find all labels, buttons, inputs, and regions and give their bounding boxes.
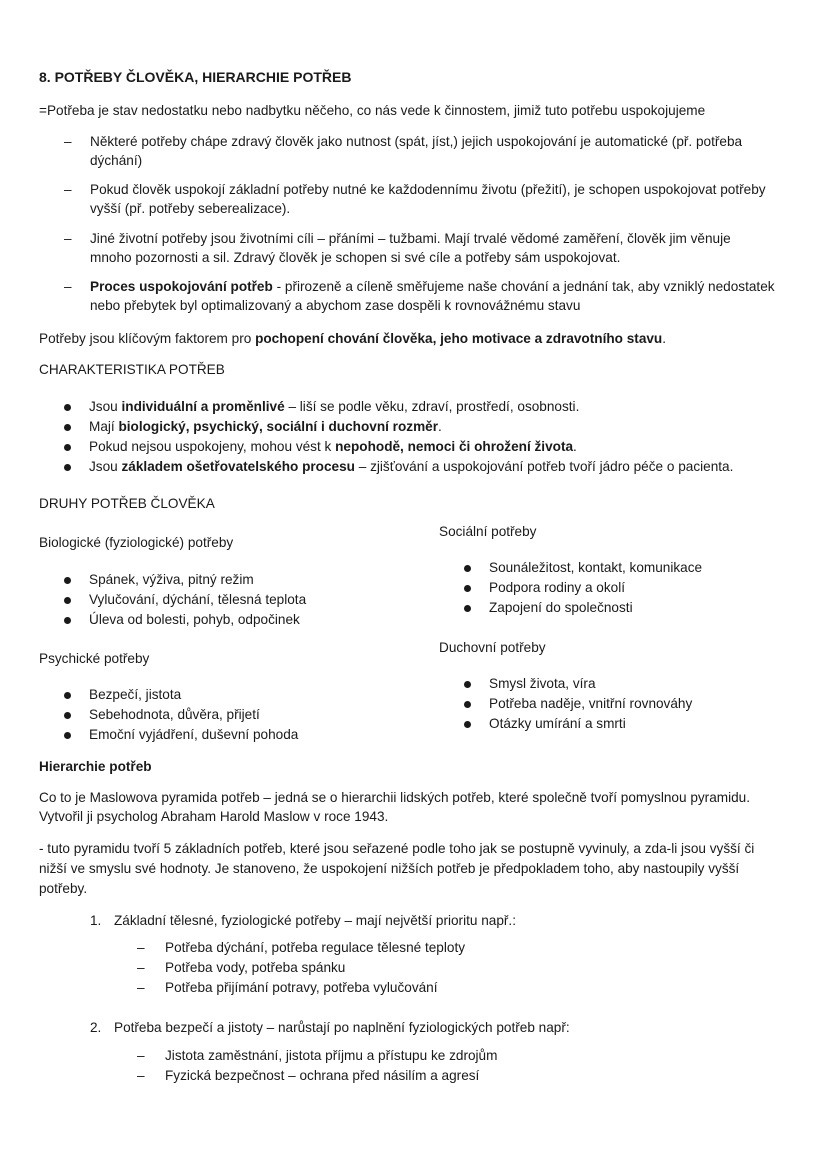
text-segment: Otázky umírání a smrti: [489, 716, 626, 731]
text-segment: Potřeba bezpečí a jistoty – narůstají po naplnění fyziologických potřeb např:: [114, 1020, 570, 1035]
hierarchy-heading: Hierarchie potřeb: [39, 759, 152, 774]
text-segment: Potřeba: [46, 103, 95, 118]
bullet-icon: [64, 577, 71, 584]
bullet-icon: [464, 585, 471, 592]
text-segment: Potřeba přijímání potravy, potřeba vylučování: [165, 980, 438, 995]
text-segment: Potřeba dýchání, potřeba regulace tělesné teploty: [165, 940, 466, 955]
maslow-description-line: - tuto pyramidu tvoří 5 základních potřeb, které jsou seřazené podle toho jak se postupně vyvinuly, a zda-li jsou vyšší či: [39, 841, 755, 856]
social-heading: Sociální potřeby: [439, 524, 537, 539]
dash-mark: –: [137, 1068, 145, 1083]
dash-mark: –: [64, 134, 72, 149]
text-segment: pochopení chování člověka, jeho motivace a zdravotního stavu: [255, 331, 663, 346]
text-segment: – zjišťování a uspokojování potřeb tvoří jádro péče o pacienta.: [354, 459, 734, 474]
text-segment: biologický, psychický, sociální i duchovní rozměr: [118, 419, 439, 434]
text-segment: Jsou: [89, 399, 122, 414]
biological-heading: Biologické (fyziologické) potřeby: [39, 535, 234, 550]
bullet-icon: [464, 681, 471, 688]
maslow-paragraph-line: Co to je Maslowova pyramida potřeb – jedná se o hierarchii lidských potřeb, které společně tvoří pomyslnou pyramidu.: [39, 790, 751, 805]
text-segment: .: [573, 439, 577, 454]
text-segment: Bezpečí, jistota: [89, 687, 182, 702]
bullet-icon: [64, 404, 71, 411]
text-segment: - přirozeně a cíleně směřujeme naše chování a jednání tak, aby vzniklý nedostatek: [272, 279, 775, 294]
text-segment: vyšší (př. potřeby seberealizace).: [90, 201, 291, 216]
text-segment: =: [39, 103, 47, 118]
bullet-icon: [64, 424, 71, 431]
bullet-icon: [64, 732, 71, 739]
text-segment: Některé potřeby chápe zdravý člověk jako nutnost (spát, jíst,) jejich uspokojování je automatické (př. potřeba: [90, 134, 743, 149]
text-segment: nebo přebytek byl optimalizovaný a abychom zase dospěli k rovnovážnému stavu: [90, 298, 581, 313]
bullet-icon: [464, 605, 471, 612]
text-segment: Proces uspokojování potřeb: [90, 279, 273, 294]
dash-mark: –: [137, 1048, 145, 1063]
text-segment: Emoční vyjádření, duševní pohoda: [89, 727, 299, 742]
bullet-icon: [64, 597, 71, 604]
text-segment: Základní tělesné, fyziologické potřeby – mají největší prioritu např.:: [114, 913, 516, 928]
text-segment: .: [662, 331, 667, 346]
bullet-icon: [464, 721, 471, 728]
text-segment: Jsou: [89, 459, 122, 474]
spiritual-heading: Duchovní potřeby: [439, 640, 546, 655]
types-heading: DRUHY POTŘEB ČLOVĚKA: [39, 496, 215, 511]
dash-mark: –: [64, 182, 72, 197]
text-segment: Mají: [89, 419, 119, 434]
text-segment: Smysl života, víra: [489, 676, 596, 691]
text-segment: .: [438, 419, 442, 434]
dash-mark: –: [137, 960, 145, 975]
text-segment: Potřeba vody, potřeba spánku: [165, 960, 346, 975]
text-segment: 2.: [90, 1020, 102, 1035]
text-segment: Zapojení do společnosti: [489, 600, 633, 615]
text-segment: Pokud nejsou uspokojeny, mohou vést k: [89, 439, 336, 454]
text-segment: Sebehodnota, důvěra, přijetí: [89, 707, 260, 722]
dash-item: [64, 277, 804, 317]
text-segment: dýchání): [90, 153, 143, 168]
bullet-icon: [464, 701, 471, 708]
dash-item: [64, 132, 804, 172]
text-segment: Pokud člověk uspokojí základní potřeby nutné ke každodennímu životu (přežití), je schopen uspokojovat potřeby: [90, 182, 766, 197]
psychic-heading: Psychické potřeby: [39, 651, 150, 666]
bullet-icon: [64, 617, 71, 624]
bullet-icon: [464, 565, 471, 572]
maslow-paragraph-line: Vytvořil ji psycholog Abraham Harold Maslow v roce 1943.: [39, 809, 389, 824]
text-segment: Jiné životní potřeby jsou životními cíli – přáními – tužbami. Mají trvalé vědomé zaměření, člověk jim věnuje: [90, 231, 731, 246]
text-segment: Potřeba naděje, vnitřní rovnováhy: [489, 696, 693, 711]
text-segment: nepohodě, nemoci či ohrožení života: [335, 439, 574, 454]
text-segment: Úleva od bolesti, pohyb, odpočinek: [89, 612, 300, 627]
text-segment: 1.: [90, 913, 102, 928]
dash-mark: –: [137, 980, 145, 995]
maslow-description-line: potřeby.: [39, 881, 88, 896]
key-factor-paragraph: [39, 329, 799, 349]
dash-item: [64, 180, 804, 220]
bullet-icon: [64, 444, 71, 451]
dash-mark: –: [64, 231, 72, 246]
bullet-icon: [64, 692, 71, 699]
text-segment: Jistota zaměstnání, jistota příjmu a přístupu ke zdrojům: [165, 1048, 498, 1063]
text-segment: Potřeby jsou klíčovým faktorem pro: [39, 331, 256, 346]
text-segment: – liší se podle věku, zdraví, prostředí, osobnosti.: [284, 399, 580, 414]
maslow-description-line: nižší ve smyslu své hodnoty. Je stanoveno, že uspokojení nižších potřeb je předpokladem toho, aby nastoupily vyšší: [39, 861, 740, 876]
text-segment: mnoho pozornosti a sil. Zdravý člověk je schopen si své cíle a potřeby sám uspokojovat.: [90, 250, 621, 265]
text-segment: základem ošetřovatelského procesu: [121, 459, 355, 474]
text-segment: Vylučování, dýchání, tělesná teplota: [89, 592, 307, 607]
bullet-icon: [64, 712, 71, 719]
text-segment: Fyzická bezpečnost – ochrana před násilím a agresí: [165, 1068, 480, 1083]
text-segment: je stav nedostatku nebo nadbytku něčeho, co nás vede k činnostem, jimiž tuto potřebu uspokojujeme: [94, 103, 706, 118]
characteristics-heading: CHARAKTERISTIKA POTŘEB: [39, 362, 225, 377]
text-segment: individuální a proměnlivé: [121, 399, 285, 414]
dash-mark: –: [137, 940, 145, 955]
text-segment: Sounáležitost, kontakt, komunikace: [489, 560, 703, 575]
text-segment: Spánek, výživa, pitný režim: [89, 572, 254, 587]
definition-paragraph: [39, 101, 799, 121]
dash-item: [64, 229, 804, 269]
text-segment: Podpora rodiny a okolí: [489, 580, 626, 595]
bullet-icon: [64, 464, 71, 471]
dash-mark: –: [64, 279, 72, 294]
page-title: 8. POTŘEBY ČLOVĚKA, HIERARCHIE POTŘEB: [39, 69, 352, 85]
